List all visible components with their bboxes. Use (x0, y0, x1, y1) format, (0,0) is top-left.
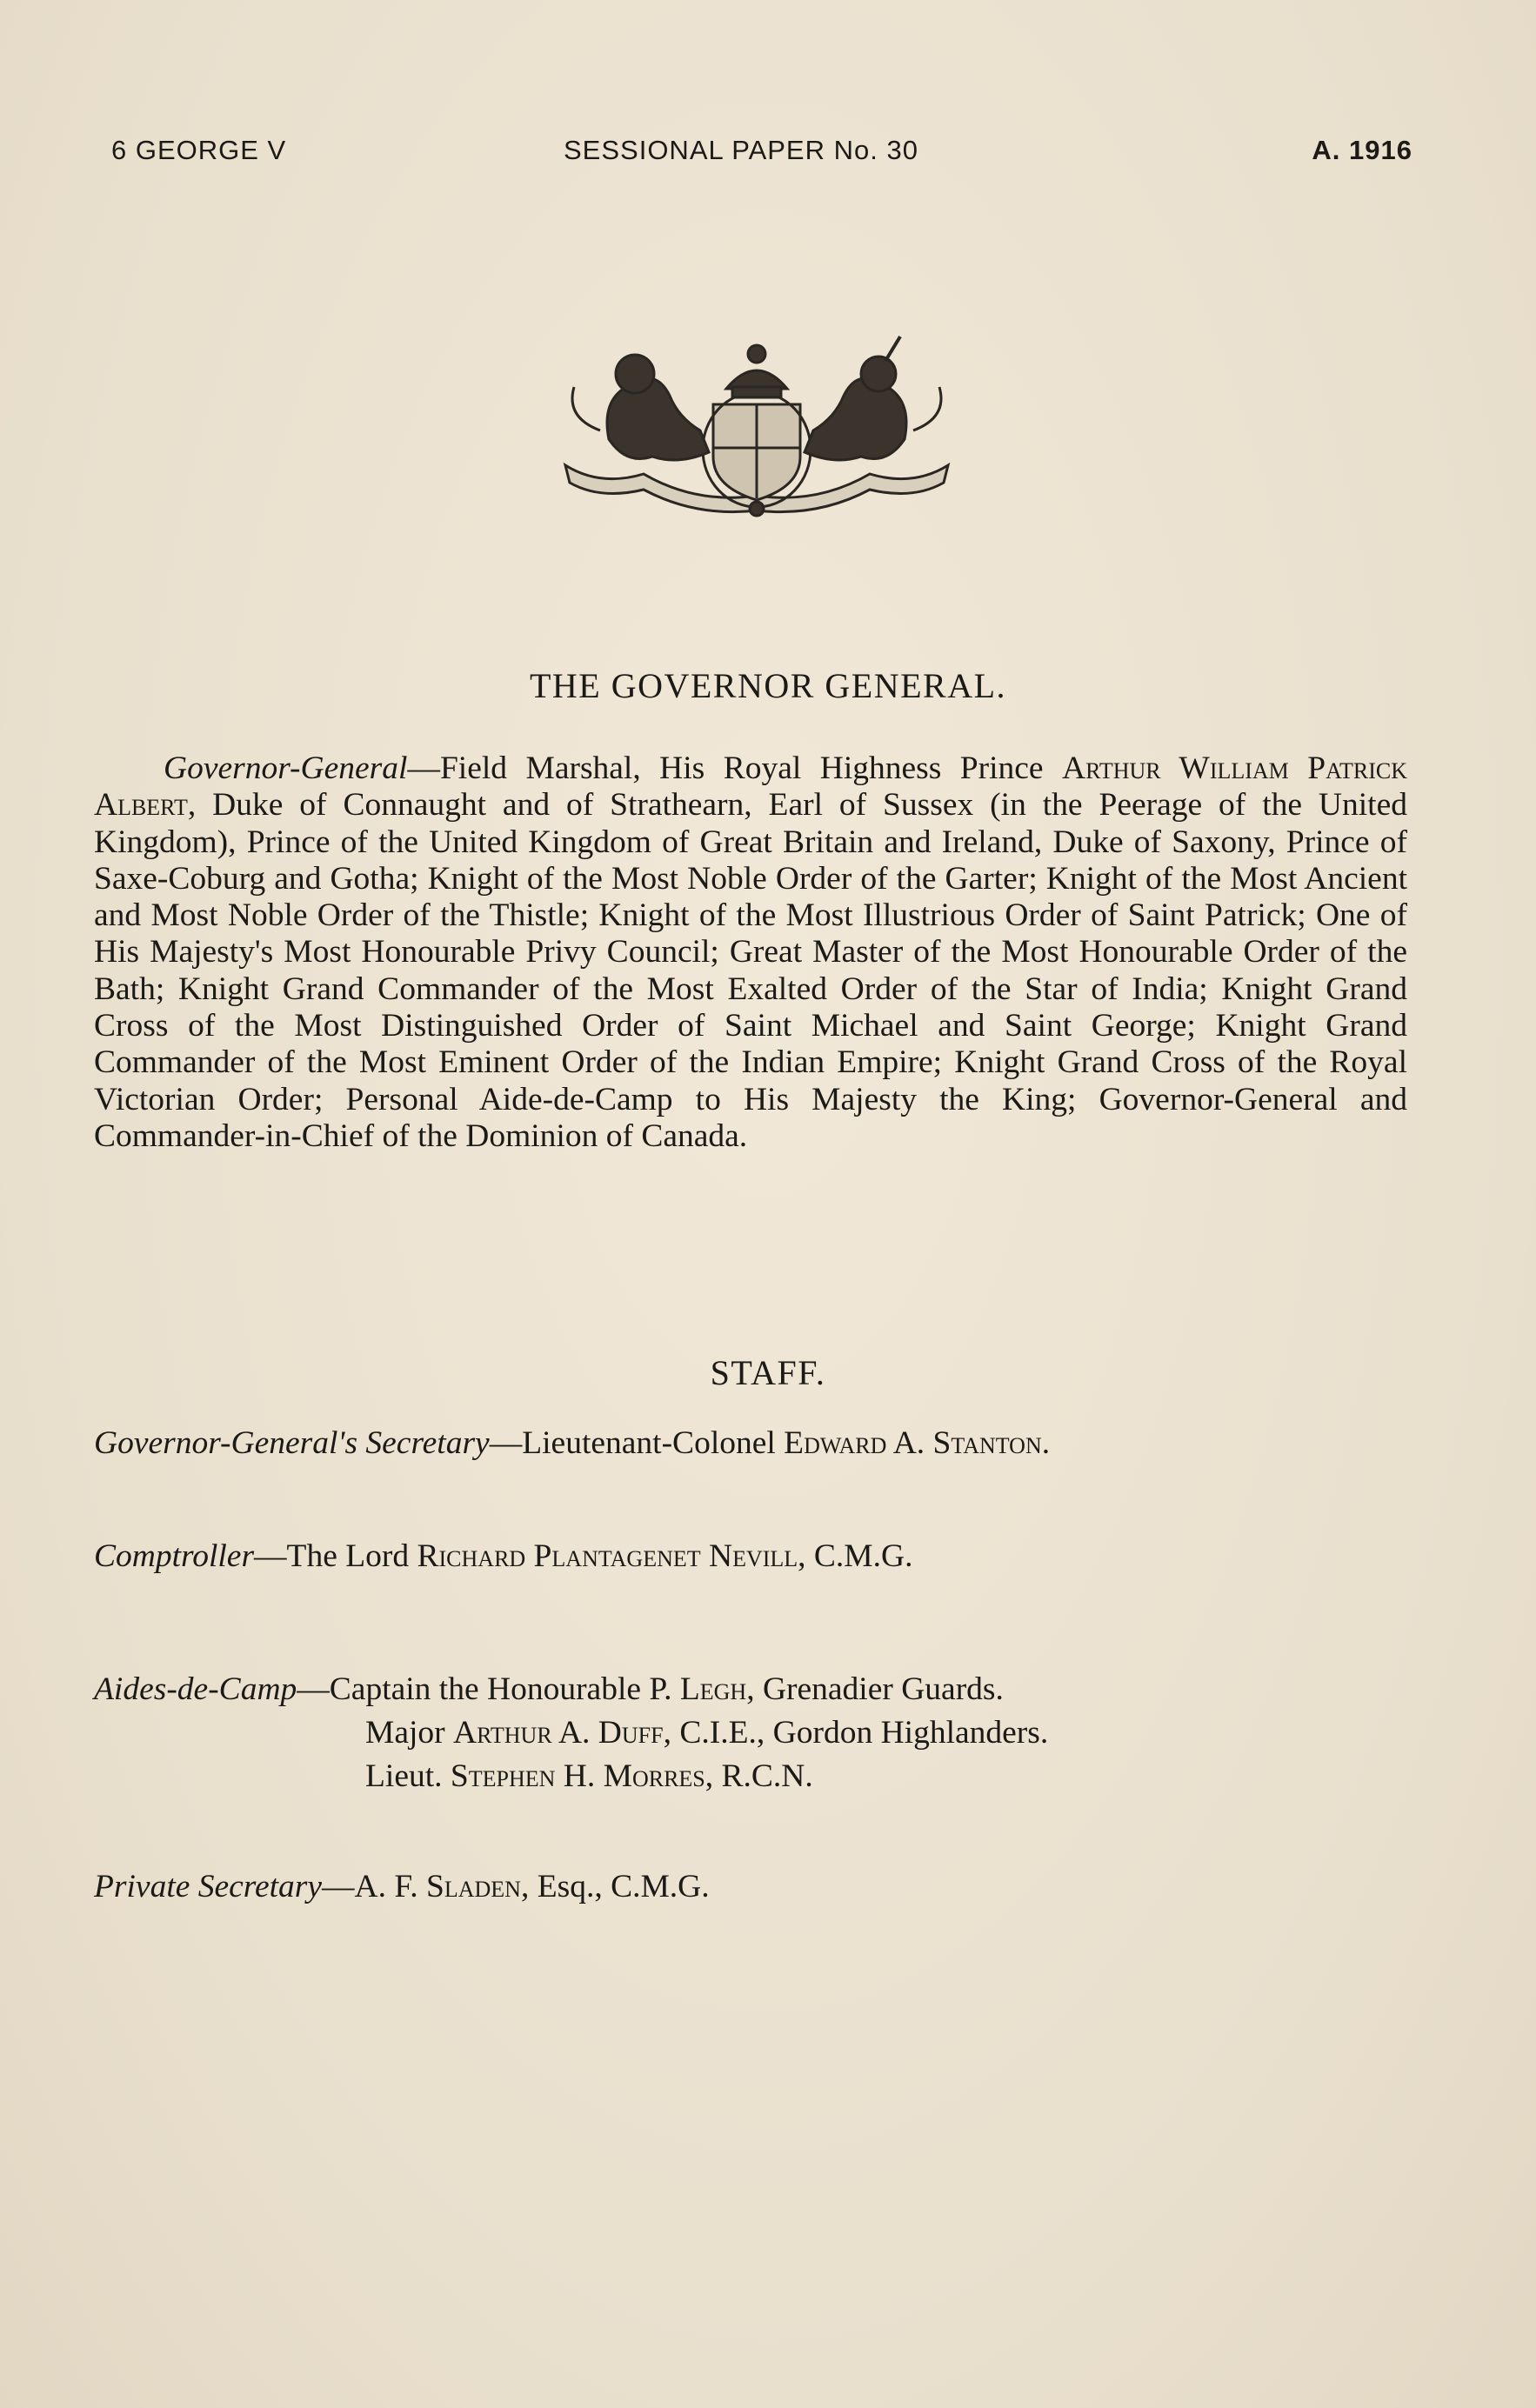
aides-line1-post: , Grenadier Guards. (746, 1671, 1004, 1707)
secretary-role: Governor-General's Secretary (94, 1425, 490, 1461)
staff-heading: STAFF. (710, 1353, 826, 1392)
governor-general-paragraph (94, 750, 1407, 1155)
royal-coat-of-arms-icon (548, 335, 965, 517)
aides-line1-name: Legh (679, 1671, 747, 1707)
comptroller-pre: —The Lord (254, 1538, 417, 1574)
private-secretary-post: , Esq., C.M.G. (520, 1869, 710, 1904)
comptroller-name: Richard Plantagenet Nevill (417, 1538, 798, 1574)
aides-line3 (365, 1755, 813, 1798)
comptroller-role: Comptroller (94, 1538, 255, 1574)
private-secretary-role: Private Secretary (94, 1869, 323, 1904)
staff-aides-line (94, 1668, 1451, 1711)
governor-general-heading: THE GOVERNOR GENERAL. (529, 666, 1007, 705)
governor-general-role: Governor-General (164, 750, 408, 786)
header-sessional-paper: SESSIONAL PAPER No. 30 (564, 135, 918, 165)
governor-general-name: Arthur William Patrick Albert (94, 750, 1407, 824)
header-regnal-year: 6 GEORGE V (111, 135, 287, 165)
private-secretary-pre: —A. F. (322, 1869, 426, 1904)
aides-role: Aides-de-Camp (94, 1671, 297, 1707)
aides-line2-name: Arthur A. Duff (453, 1715, 664, 1751)
secretary-name: Edward A. Stanton (784, 1425, 1042, 1461)
staff-private-secretary-line (94, 1865, 1451, 1909)
staff-secretary-line (94, 1422, 1451, 1465)
comptroller-post: , C.M.G. (798, 1538, 913, 1574)
aides-line1-pre: —Captain the Honourable P. (297, 1671, 680, 1707)
aides-line2 (365, 1711, 1048, 1755)
secretary-post: . (1041, 1425, 1051, 1461)
header-year: A. 1916 (1312, 135, 1412, 165)
aides-line2-pre: Major (365, 1715, 454, 1751)
running-header (111, 135, 1412, 178)
aides-line3-name: Stephen H. Morres (450, 1758, 705, 1794)
aides-line2-post: , C.I.E., Gordon Highlanders. (663, 1715, 1049, 1751)
governor-general-text-post: , Duke of Connaught and of Strathearn, Earl of Sussex (in the Peerage of the United Kingdom), Prince of the United Kingdom of Great Britain and Ireland, Duke of Saxony, Prince of Saxe-Coburg and Gotha; Knight of the Most Noble Order of the Garter; Knight of the Most Ancient and Most Noble Order of the Thistle; Knight of the Most Illustrious Order of Saint Patrick; One of His Majesty's Most Honourable Privy Council; Great Master of the Most Honourable Order of the Bath; Knight Grand Commander of the Most Exalted Order of the Star of India; Knight Grand Cross of the Most Distinguished Order of Saint Michael and Saint George; Knight Grand Commander of the Most Eminent Order of the Indian Empire; Knight Grand Cross of the Royal Victorian Order; Personal Aide-de-Camp to His Majesty the King; Governor-General and Commander-in-Chief of the Dominion of Canada. (94, 787, 1407, 1154)
secretary-pre: —Lieutenant-Colonel (489, 1425, 785, 1461)
private-secretary-name: Sladen (425, 1869, 521, 1904)
aides-line3-post: , R.C.N. (705, 1758, 813, 1794)
governor-general-text-pre: —Field Marshal, His Royal Highness Prince (407, 750, 1063, 786)
aides-line3-pre: Lieut. (365, 1758, 451, 1794)
staff-comptroller-line (94, 1535, 1451, 1578)
